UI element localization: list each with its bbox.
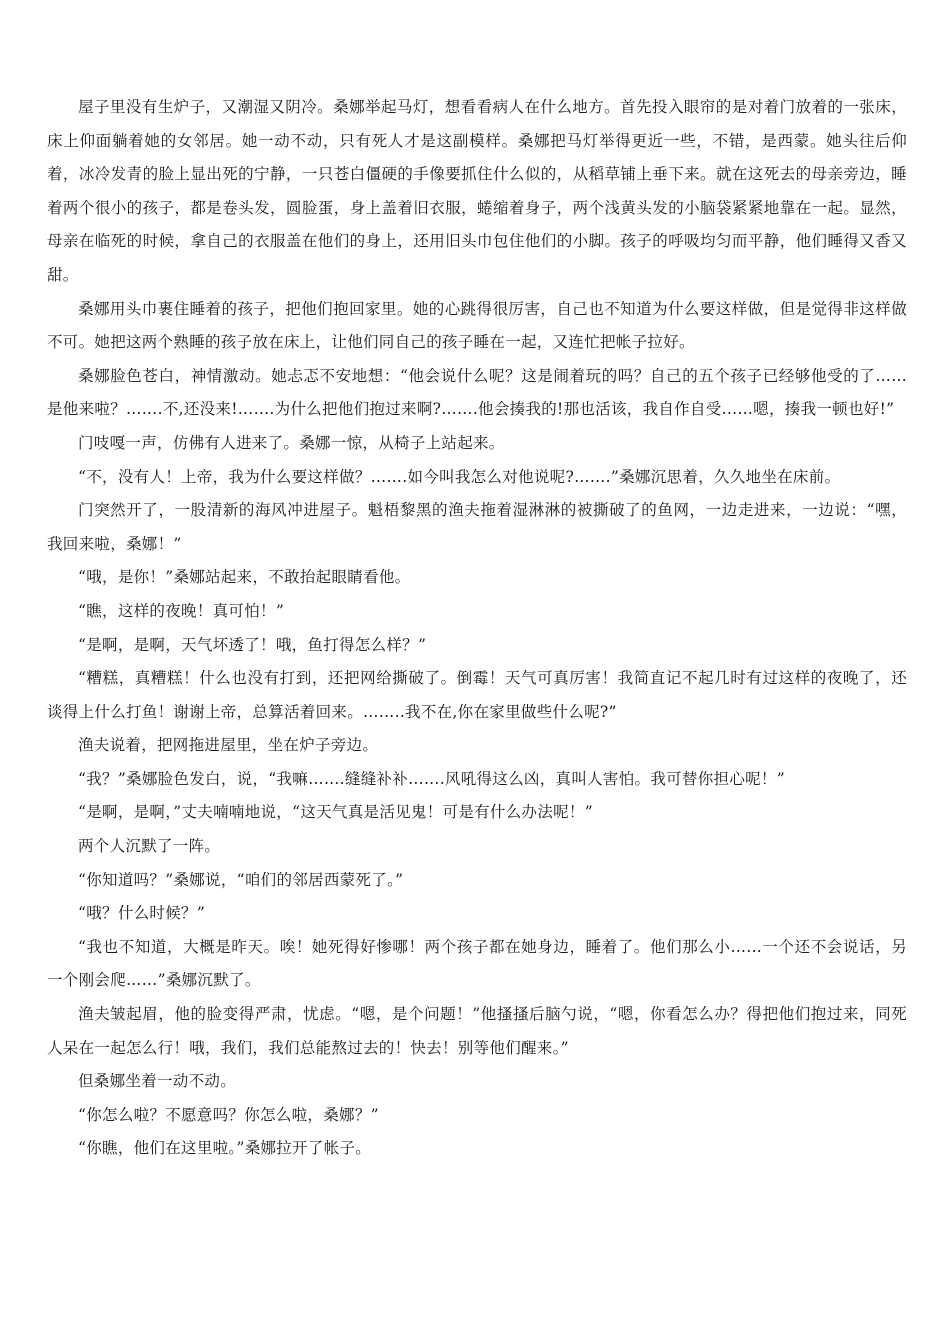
document-body bbox=[47, 91, 907, 1166]
paragraph: 桑娜用头巾裹住睡着的孩子，把他们抱回家里。她的心跳得很厉害，自己也不知道为什么要这样做，但是觉得非这样做不可。她把这两个熟睡的孩子放在床上，让他们同自己的孩子睡在一起，又连忙把帐子拉好。 bbox=[47, 299, 907, 352]
paragraph: “哦？什么时候？” bbox=[78, 904, 206, 923]
paragraph: 屋子里没有生炉子，又潮湿又阴冷。桑娜举起马灯，想看看病人在什么地方。首先投入眼帘的是对着门放着的一张床，床上仰面躺着她的女邻居。她一动不动，只有死人才是这副模样。桑娜把马灯举得更近一些，不错，是西蒙。她头往后仰着，冰冷发青的脸上显出死的宁静，一只苍白僵硬的手像要抓住什么似的，从稻草铺上垂下来。就在这死去的母亲旁边，睡着两个很小的孩子，都是卷头发，圆脸蛋，身上盖着旧衣服，蜷缩着身子，两个浅黄头发的小脑袋紧紧地靠在一起。显然，母亲在临死的时候，拿自己的衣服盖在他们的身上，还用旧头巾包住他们的小脚。孩子的呼吸均匀而平静，他们睡得又香又甜。 bbox=[47, 98, 907, 284]
paragraph: “是啊，是啊，天气坏透了！哦，鱼打得怎么样？” bbox=[78, 635, 427, 654]
paragraph: “我也不知道，大概是昨天。唉！她死得好惨哪！两个孩子都在她身边，睡着了。他们那么小……一个还不会说话，另一个刚会爬……”桑娜沉默了。 bbox=[47, 937, 907, 990]
paragraph: 两个人沉默了一阵。 bbox=[78, 837, 221, 856]
paragraph: 桑娜脸色苍白，神情激动。她忐忑不安地想：“他会说什么呢？这是闹着玩的吗？自己的五个孩子已经够他受的了……是他来啦？…….不,还没来!…….为什么把他们抱过来啊?…….他会揍我的!那也活该，我自作自受……嗯，揍我一顿也好!” bbox=[47, 366, 907, 419]
paragraph: “我？”桑娜脸色发白，说，“我嘛…….缝缝补补…….风吼得这么凶，真叫人害怕。我可替你担心呢！” bbox=[78, 769, 785, 788]
paragraph: “瞧，这样的夜晚！真可怕！” bbox=[78, 601, 285, 620]
paragraph: 渔夫皱起眉，他的脸变得严肃，忧虑。“嗯，是个问题！”他搔搔后脑勺说，“嗯，你看怎么办？得把他们抱过来，同死人呆在一起怎么行！哦，我们，我们总能熬过去的！快去！别等他们醒来。” bbox=[47, 1005, 907, 1057]
paragraph: “糟糕，真糟糕！什么也没有打到，还把网给撕破了。倒霉！天气可真厉害！我简直记不起几时有过这样的夜晚了，还谈得上什么打鱼！谢谢上帝，总算活着回来。……..我不在,你在家里做些什么呢?” bbox=[47, 669, 907, 721]
paragraph: 但桑娜坐着一动不动。 bbox=[78, 1072, 237, 1091]
paragraph: 门吱嘎一声，仿佛有人进来了。桑娜一惊，从椅子上站起来。 bbox=[78, 433, 505, 452]
paragraph: 门突然开了，一股清新的海风冲进屋子。魁梧黎黑的渔夫拖着湿淋淋的被撕破了的鱼网，一边走进来，一边说：“嘿，我回来啦，桑娜！” bbox=[47, 501, 907, 553]
paragraph: “哦，是你！”桑娜站起来，不敢抬起眼睛看他。 bbox=[78, 568, 411, 587]
paragraph: “你知道吗？”桑娜说，“咱们的邻居西蒙死了。” bbox=[78, 870, 404, 889]
paragraph: “是啊，是啊，”丈夫喃喃地说，“这天气真是活见鬼！可是有什么办法呢！” bbox=[78, 803, 593, 822]
paragraph: “你瞧，他们在这里啦。”桑娜拉开了帐子。 bbox=[78, 1139, 372, 1158]
paragraph: 渔夫说着，把网拖进屋里，坐在炉子旁边。 bbox=[78, 736, 379, 755]
paragraph: “不，没有人！上帝，我为什么要这样做？…….如今叫我怎么对他说呢?…….”桑娜沉思着，久久地坐在床前。 bbox=[78, 467, 841, 486]
paragraph: “你怎么啦？不愿意吗？你怎么啦，桑娜？” bbox=[78, 1105, 379, 1124]
